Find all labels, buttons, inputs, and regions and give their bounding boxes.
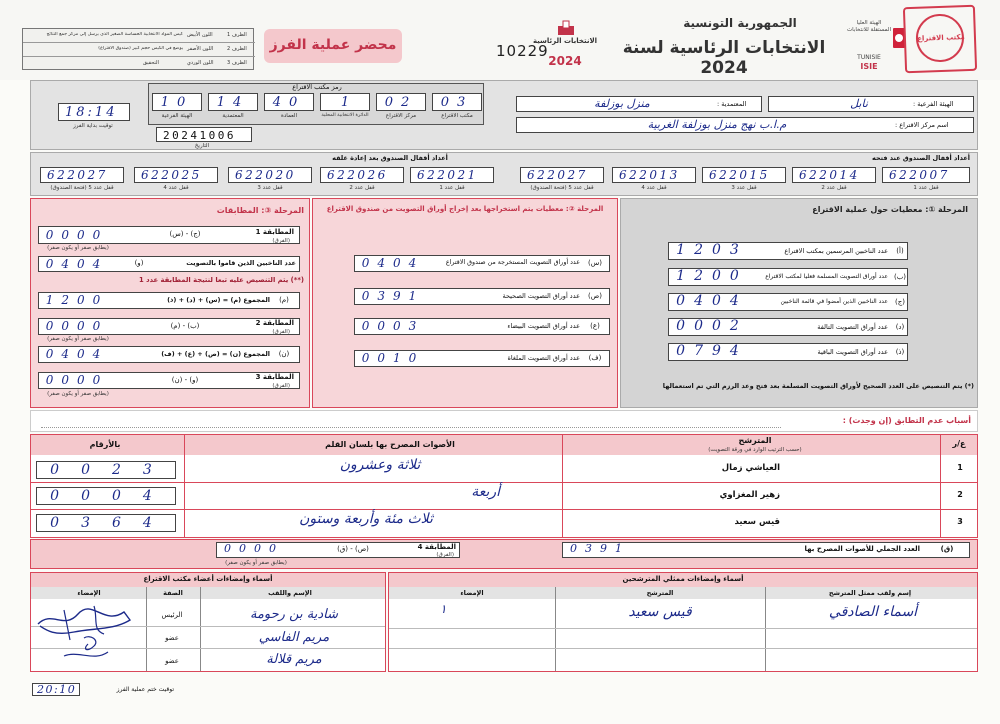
sum-n-letter: (ن) (278, 350, 290, 358)
form-title-box (264, 29, 402, 63)
stage1-title: المرحلة ①: معطيات حول عملية الاقتراع (812, 205, 968, 214)
code-sector (262, 93, 316, 123)
code-delegation (206, 93, 260, 123)
code-office-label: مكتب الاقتراع (441, 113, 473, 119)
members-col-role: الصفة (163, 589, 183, 597)
voted-value: 0404 (45, 257, 109, 271)
lock-after-1 (408, 167, 496, 195)
rep-1-signature: ١ (440, 602, 447, 616)
codes-title: رمز مكتب الاقتراع (292, 83, 342, 91)
sum-m-label: المجموع (م) = (س) + (د) + (ذ) (167, 296, 270, 304)
logo-text: الانتخابات الرئاسية (532, 37, 598, 45)
match2-value: 0000 (45, 319, 109, 333)
isie-abbr: ISIE (860, 62, 878, 71)
delivered-value: 1200 (676, 268, 748, 284)
match4-sub: (الفرق) (436, 552, 454, 558)
end-time-label: توقيت ختم عملية الفرز (116, 686, 174, 693)
valid-label: عدد أوراق التصويت الصحيحة (502, 292, 580, 300)
end-time-value: 20:10 (37, 683, 77, 696)
member-1-role: الرئيس (161, 611, 183, 619)
branch-value: نابل (850, 97, 868, 110)
code-subregion-value: 10 (160, 95, 194, 110)
lock-open-5-value: 622027 (527, 168, 588, 182)
stage2-title: المرحلة ②: معطيات يتم استخراجها بعد إخراج أوراق التصويت من صندوق الاقتراع (326, 205, 604, 213)
match1-label: المطابقة 1 (255, 228, 294, 236)
lock-after-1-label: قفل عدد 1 (439, 185, 465, 191)
match2-formula: (ب) - (م) (170, 322, 200, 330)
reps-title: أسماء وإمضاءات ممثلي المترشحين (622, 575, 744, 583)
lock-open-3-label: قفل عدد 3 (731, 185, 757, 191)
signed-value: 0404 (676, 293, 748, 309)
code-sector-label: العمادة (280, 113, 298, 119)
registered-value: 1203 (676, 242, 748, 258)
match4-hint: (يطابق صفر أو يكون صفر) (225, 560, 287, 566)
code-center-value: 02 (384, 95, 418, 110)
code-district-label: الدائرة الانتخابية المحلية (321, 113, 369, 118)
isie-text-ar: الهيئة العليا المستقلة للانتخابات (846, 20, 891, 33)
start-time-value: 18:14 (65, 105, 118, 120)
match1-hint: (يطابق صفر أو يكون صفر) (47, 245, 109, 251)
branch-label: الهيئة الفرعية : (913, 100, 954, 108)
member-1-name: شادية بن رحومة (250, 607, 338, 622)
lock-after-3-value: 622020 (235, 168, 296, 182)
void-value: 0010 (361, 351, 425, 365)
void-letter: (ف) (588, 354, 602, 362)
total-letter: (ق) (940, 545, 954, 553)
lock-after-5-label: قفل عدد 5 (فتحة الصندوق) (50, 185, 114, 191)
code-sector-value: 40 (272, 95, 306, 110)
result-2-num: 2 (957, 490, 963, 499)
result-3-words: ثلاث مئة وأربعة وستون (299, 511, 433, 527)
date-value: 20241006 (163, 129, 236, 142)
lock-open-5-label: قفل عدد 5 (فتحة الصندوق) (530, 185, 594, 191)
result-2-name: زهير المغزاوي (719, 490, 780, 500)
match3-hint: (يطابق صفر أو يكون صفر) (47, 391, 109, 397)
extracted-value: 0404 (361, 256, 425, 270)
result-2-digits: 0004 (36, 487, 176, 505)
lock-open-2-value: 622014 (799, 168, 860, 182)
member-3-role: عضو (165, 657, 179, 665)
lock-open-2 (790, 167, 878, 195)
match2-label: المطابقة 2 (255, 319, 294, 327)
code-center-label: مركز الاقتراع (385, 113, 417, 119)
extracted-letter: (س) (587, 259, 602, 267)
date-field (156, 127, 252, 142)
legend-env-2: الظرف 2 (227, 46, 247, 52)
code-office-value: 03 (440, 95, 474, 110)
lock-open-1 (880, 167, 972, 195)
lock-open-4-value: 622013 (619, 168, 680, 182)
member-2-role: عضو (165, 634, 179, 642)
code-delegation-value: 14 (216, 95, 250, 110)
voted-letter: (و) (134, 259, 144, 267)
lock-open-5 (518, 167, 606, 195)
match3-label: المطابقة 3 (255, 373, 294, 381)
start-time-field (58, 103, 130, 121)
lock-open-3 (700, 167, 788, 195)
rep-1-candidate: قيس سعيد (628, 604, 692, 620)
registered-letter: (أ) (896, 247, 904, 255)
locks-after-title: أعداد أقفال الصندوق بعد إعادة غلقه (332, 154, 448, 162)
match3-value: 0000 (45, 373, 109, 387)
match3-formula: (و) - (ن) (171, 376, 199, 384)
spoiled-value: 0002 (676, 318, 748, 334)
result-1-num: 1 (957, 463, 963, 472)
legend-color-1: اللون الأبيض (187, 32, 213, 38)
lock-after-4 (132, 167, 220, 195)
blank-letter: (ع) (590, 322, 600, 330)
total-label: العدد الجملي للأصوات المصرح بها (804, 545, 920, 553)
sum-m-value: 1200 (45, 293, 109, 307)
member-2-name: مريم الفاسي (258, 630, 330, 645)
lock-after-2-value: 622026 (327, 168, 388, 182)
code-subregion (150, 93, 204, 123)
signed-label: عدد الناخبين الذين أمضوا في قائمة الناخبين (780, 298, 888, 305)
blank-value: 0003 (361, 319, 425, 333)
col-digits-header: بالأرقام (89, 440, 121, 449)
logo-year: 2024 (548, 54, 582, 68)
code-district-value: 1 (340, 95, 350, 110)
stage3-title: المرحلة ③: المطابقات (216, 206, 304, 215)
delivered-letter: (ب) (893, 273, 907, 281)
legend-desc-2: يوضع في الكيس حجم كبير (صندوق الاقتراع) (98, 46, 183, 51)
result-3-digits: 0364 (36, 514, 176, 532)
lock-open-3-value: 622015 (709, 168, 770, 182)
election-logo (530, 20, 600, 70)
sum-m-letter: (م) (279, 296, 289, 304)
lock-after-3 (226, 167, 314, 195)
lock-after-5 (38, 167, 126, 195)
election-title: الانتخابات الرئاسية لسنة 2024 (622, 38, 826, 78)
sum-n-label: المجموع (ن) = (ص) + (ع) + (ف) (161, 350, 270, 358)
member-3-name: مريم قلالة (266, 652, 322, 667)
lock-after-1-value: 622021 (417, 168, 478, 182)
code-delegation-label: المعتمدية (222, 113, 244, 119)
center-value: م.ا.ب نهج منزل بوزلفة الغربية (647, 118, 787, 131)
member-signatures-image (34, 600, 144, 670)
legend-color-3: اللون الوردي (187, 60, 214, 66)
col-candidate-sub: (حسب الترتيب الوارد في ورقة التصويت) (708, 447, 802, 453)
center-label: اسم مركز الاقتراع : (895, 121, 949, 129)
lock-after-4-value: 622025 (141, 168, 202, 182)
envelope-legend (22, 28, 254, 70)
valid-letter: (ص) (588, 292, 602, 300)
registered-label: عدد الناخبين المرسمين بمكتب الاقتراع (784, 247, 888, 255)
reps-col-candidate: المترشح (646, 589, 674, 597)
void-label: عدد أوراق التصويت الملغاة (507, 354, 580, 362)
lock-after-2-label: قفل عدد 2 (349, 185, 375, 191)
match1-sub: (الفرق) (272, 238, 290, 244)
code-center (374, 93, 428, 123)
legend-desc-1: كيس المواد الانتخابية الحساسة الصغير الذي يرسل إلى مركز جمع النتائج (46, 32, 183, 37)
delivered-label: عدد أوراق التصويت المسلمة فعليا لمكتب الاقتراع (765, 273, 888, 280)
match3-sub: (الفرق) (272, 383, 290, 389)
members-title: أسماء وإمضاءات أعضاء مكتب الاقتراع (143, 575, 273, 583)
match2-hint: (يطابق صفر أو يكون صفر) (47, 336, 109, 342)
delegation-value: منزل بوزلفة (594, 97, 650, 110)
isie-logo (846, 20, 894, 72)
form-title: محضر عملية الفرز (269, 37, 397, 53)
reps-col-signature: الإمضاء (460, 589, 484, 597)
signed-letter: (ج) (895, 298, 905, 306)
lock-after-4-label: قفل عدد 4 (163, 185, 189, 191)
lock-open-4 (610, 167, 698, 195)
lock-open-2-label: قفل عدد 2 (821, 185, 847, 191)
form-number: 10229 (496, 42, 549, 60)
match4-value: 0000 (224, 542, 284, 555)
result-3-name: قيس سعيد (734, 517, 780, 527)
legend-env-1: الظرف 1 (227, 32, 247, 38)
rep-1-name: أسماء الصادقي (828, 604, 918, 620)
result-1-name: العياشي زمال (721, 463, 780, 473)
isie-text-fr: TUNISIE (857, 54, 881, 61)
remaining-label: عدد أوراق التصويت الباقية (817, 348, 888, 356)
members-col-name: الإسم واللقب (268, 589, 312, 597)
extracted-label: عدد أوراق التصويت المستخرجة من صندوق الاقتراع (445, 259, 580, 266)
voted-label: عدد الناخبين الذين قاموا بالتصويت (186, 259, 296, 267)
code-district (318, 93, 372, 123)
lock-open-1-label: قفل عدد 1 (913, 185, 939, 191)
result-3-num: 3 (957, 517, 963, 526)
legend-desc-3: التحقيق (143, 60, 159, 66)
republic-title: الجمهورية التونسية (683, 16, 797, 30)
valid-value: 0391 (361, 289, 425, 303)
lock-after-2 (318, 167, 406, 195)
mismatch-label: أسباب عدم التطابق (إن وجدت) : (842, 416, 971, 425)
code-subregion-label: الهيئة الفرعية (161, 113, 193, 119)
delegation-field (516, 96, 762, 112)
result-1-words: ثلاثة وعشرون (339, 457, 421, 473)
legend-color-2: اللون الأصفر (187, 46, 214, 52)
lock-after-5-value: 622027 (47, 168, 108, 182)
match1-value: 0000 (45, 228, 109, 242)
spoiled-label: عدد أوراق التصويت التالفة (817, 323, 888, 331)
lock-open-1-value: 622007 (889, 168, 950, 182)
blank-label: عدد أوراق التصويت البيضاء (507, 322, 580, 330)
col-num-header: ع/ر (952, 439, 966, 448)
result-2-words: أربعة (471, 484, 500, 500)
code-office (430, 93, 484, 123)
official-stamp (903, 5, 977, 73)
match1-formula: (ج) - (س) (169, 230, 201, 238)
sum-n-value: 0404 (45, 347, 109, 361)
mismatch-row (30, 410, 978, 432)
members-col-signature: الإمضاء (77, 589, 101, 597)
total-value: 0391 (570, 542, 630, 555)
col-candidate-header: المترشح (738, 436, 772, 445)
branch-field (768, 96, 974, 112)
remaining-letter: (ذ) (895, 348, 905, 356)
col-words-header: الأصوات المصرح بها بلسان القلم (325, 440, 455, 449)
match4-label: المطابقة 4 (417, 543, 456, 551)
match2-sub: (الفرق) (272, 329, 290, 335)
start-time-label: توقيت بداية الفرز (73, 123, 113, 129)
center-field (516, 117, 974, 133)
locks-open-title: أعداد أقفال الصندوق عند فتحه (872, 154, 970, 162)
reps-col-name: إسم ولقب ممثل المترشح (828, 589, 912, 597)
remaining-value: 0794 (676, 343, 748, 359)
legend-env-3: الظرف 3 (227, 60, 247, 66)
lock-after-3-label: قفل عدد 3 (257, 185, 283, 191)
stamp-text: مكتب الاقتراع (916, 33, 965, 43)
stage3-mid-note: (**) يتم التنصيص عليه تبعا لنتيجة المطابقة عدد 1 (139, 276, 304, 284)
delegation-label: المعتمدية : (717, 100, 747, 108)
lock-open-4-label: قفل عدد 4 (641, 185, 667, 191)
stage1-note: (*) يتم التنصيص على العدد الصحيح لأوراق التصويت المسلمة بعد فتح وعد الرزم التي تم استعمالها (662, 382, 974, 390)
ballot-box-icon (556, 20, 576, 36)
end-time-field (32, 683, 80, 696)
match4-formula: (ص) - (ق) (337, 545, 369, 553)
date-label: التاريخ (194, 143, 210, 149)
result-1-digits: 0023 (36, 461, 176, 479)
spoiled-letter: (د) (895, 323, 905, 331)
